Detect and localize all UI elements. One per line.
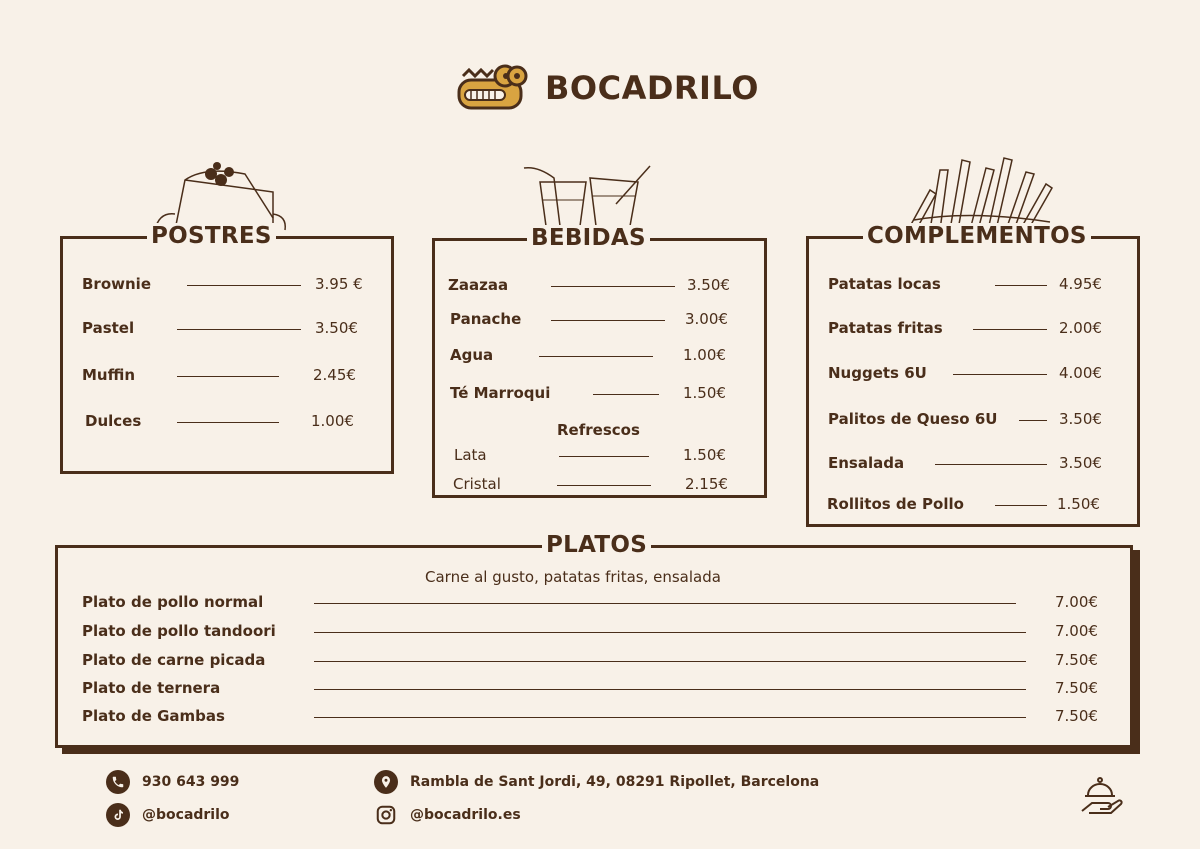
leader-line	[551, 286, 675, 287]
leader-line	[177, 422, 279, 423]
menu-item	[435, 474, 764, 498]
item-name: Ensalada	[828, 454, 905, 472]
item-name: Plato de pollo normal	[82, 593, 264, 611]
item-name: Patatas fritas	[828, 319, 943, 337]
menu-item	[809, 274, 1137, 298]
food-service-cloche-icon	[1080, 775, 1124, 815]
item-name: Panache	[450, 310, 522, 328]
instagram-icon	[374, 803, 398, 827]
postres-title: POSTRES	[147, 223, 276, 249]
item-price: 1.00€	[683, 346, 726, 364]
refrescos-heading: Refrescos	[557, 421, 640, 439]
leader-line	[551, 320, 665, 321]
menu-item	[63, 411, 391, 435]
bebidas-title: BEBIDAS	[527, 225, 650, 251]
item-name: Lata	[454, 446, 487, 464]
leader-line	[953, 374, 1047, 375]
menu-item	[63, 274, 391, 298]
leader-line	[187, 285, 301, 286]
menu-item	[809, 409, 1137, 433]
complementos-title: COMPLEMENTOS	[863, 223, 1091, 249]
menu-item	[63, 365, 391, 389]
item-price: 3.50€	[687, 276, 730, 294]
footer-address[interactable]	[374, 770, 819, 794]
address-text: Rambla de Sant Jordi, 49, 08291 Ripollet, Barcelona	[410, 774, 820, 790]
cake-slice-icon	[145, 152, 295, 234]
instagram-handle: @bocadrilo.es	[410, 807, 521, 823]
menu-item	[809, 494, 1137, 518]
item-price: 1.50€	[1057, 495, 1100, 513]
item-price: 2.45€	[313, 366, 356, 384]
leader-line	[935, 464, 1047, 465]
menu-item	[809, 318, 1137, 342]
item-name: Nuggets 6U	[828, 364, 927, 382]
menu-item	[63, 318, 391, 342]
platos-subtitle: Carne al gusto, patatas fritas, ensalada	[425, 568, 721, 586]
leader-line	[973, 329, 1047, 330]
postres-section	[60, 223, 394, 474]
menu-item	[58, 592, 1130, 616]
item-name: Brownie	[82, 275, 151, 293]
leader-line	[177, 376, 279, 377]
item-price: 7.50€	[1055, 707, 1098, 725]
tiktok-handle: @bocadrilo	[142, 807, 230, 823]
item-price: 3.50€	[1059, 410, 1102, 428]
leader-line	[177, 329, 301, 330]
brand-header	[455, 62, 759, 114]
french-fries-icon	[900, 150, 1070, 232]
menu-item	[809, 363, 1137, 387]
item-name: Cristal	[453, 475, 501, 493]
menu-item	[435, 345, 764, 369]
item-name: Plato de carne picada	[82, 651, 266, 669]
item-price: 3.00€	[685, 310, 728, 328]
leader-line	[314, 632, 1026, 633]
menu-item	[435, 309, 764, 333]
crocodile-logo-icon	[455, 62, 531, 114]
leader-line	[314, 661, 1026, 662]
item-price: 4.95€	[1059, 275, 1102, 293]
leader-line	[995, 505, 1047, 506]
location-pin-icon	[374, 770, 398, 794]
bebidas-section	[432, 225, 767, 498]
item-name: Plato de ternera	[82, 679, 221, 697]
item-price: 2.00€	[1059, 319, 1102, 337]
item-price: 1.50€	[683, 384, 726, 402]
leader-line	[593, 394, 659, 395]
platos-title: PLATOS	[542, 532, 651, 558]
leader-line	[559, 456, 649, 457]
leader-line	[557, 485, 651, 486]
menu-item	[435, 383, 764, 407]
complementos-section	[806, 223, 1140, 527]
leader-line	[314, 689, 1026, 690]
item-name: Rollitos de Pollo	[827, 495, 964, 513]
item-name: Agua	[450, 346, 494, 364]
item-price: 7.00€	[1055, 593, 1098, 611]
item-name: Plato de pollo tandoori	[82, 622, 276, 640]
tiktok-icon	[106, 803, 130, 827]
phone-number: 930 643 999	[142, 774, 240, 790]
item-name: Té Marroqui	[450, 384, 551, 402]
footer-tiktok[interactable]	[106, 803, 230, 827]
leader-line	[314, 717, 1026, 718]
item-price: 7.00€	[1055, 622, 1098, 640]
menu-item	[58, 621, 1130, 645]
leader-line	[1019, 420, 1047, 421]
menu-item	[435, 275, 764, 299]
leader-line	[539, 356, 653, 357]
menu-item	[435, 445, 764, 469]
item-name: Dulces	[85, 412, 142, 430]
item-price: 1.50€	[683, 446, 726, 464]
menu-item	[58, 678, 1130, 702]
menu-item	[809, 453, 1137, 477]
item-price: 3.50€	[315, 319, 358, 337]
item-name: Pastel	[82, 319, 135, 337]
item-price: 7.50€	[1055, 651, 1098, 669]
item-price: 3.95 €	[315, 275, 363, 293]
item-price: 3.50€	[1059, 454, 1102, 472]
leader-line	[314, 603, 1016, 604]
item-name: Palitos de Queso 6U	[828, 410, 998, 428]
item-price: 2.15€	[685, 475, 728, 493]
footer-phone[interactable]	[106, 770, 239, 794]
footer-instagram[interactable]	[374, 803, 521, 827]
drinks-glasses-icon	[520, 160, 660, 230]
menu-item	[58, 650, 1130, 674]
item-price: 4.00€	[1059, 364, 1102, 382]
leader-line	[995, 285, 1047, 286]
menu-item	[58, 706, 1130, 730]
brand-title: BOCADRILO	[545, 69, 759, 107]
phone-icon	[106, 770, 130, 794]
item-name: Patatas locas	[828, 275, 941, 293]
item-name: Muffin	[82, 366, 136, 384]
item-name: Zaazaa	[448, 276, 509, 294]
item-price: 1.00€	[311, 412, 354, 430]
platos-section	[55, 532, 1133, 748]
item-name: Plato de Gambas	[82, 707, 225, 725]
item-price: 7.50€	[1055, 679, 1098, 697]
